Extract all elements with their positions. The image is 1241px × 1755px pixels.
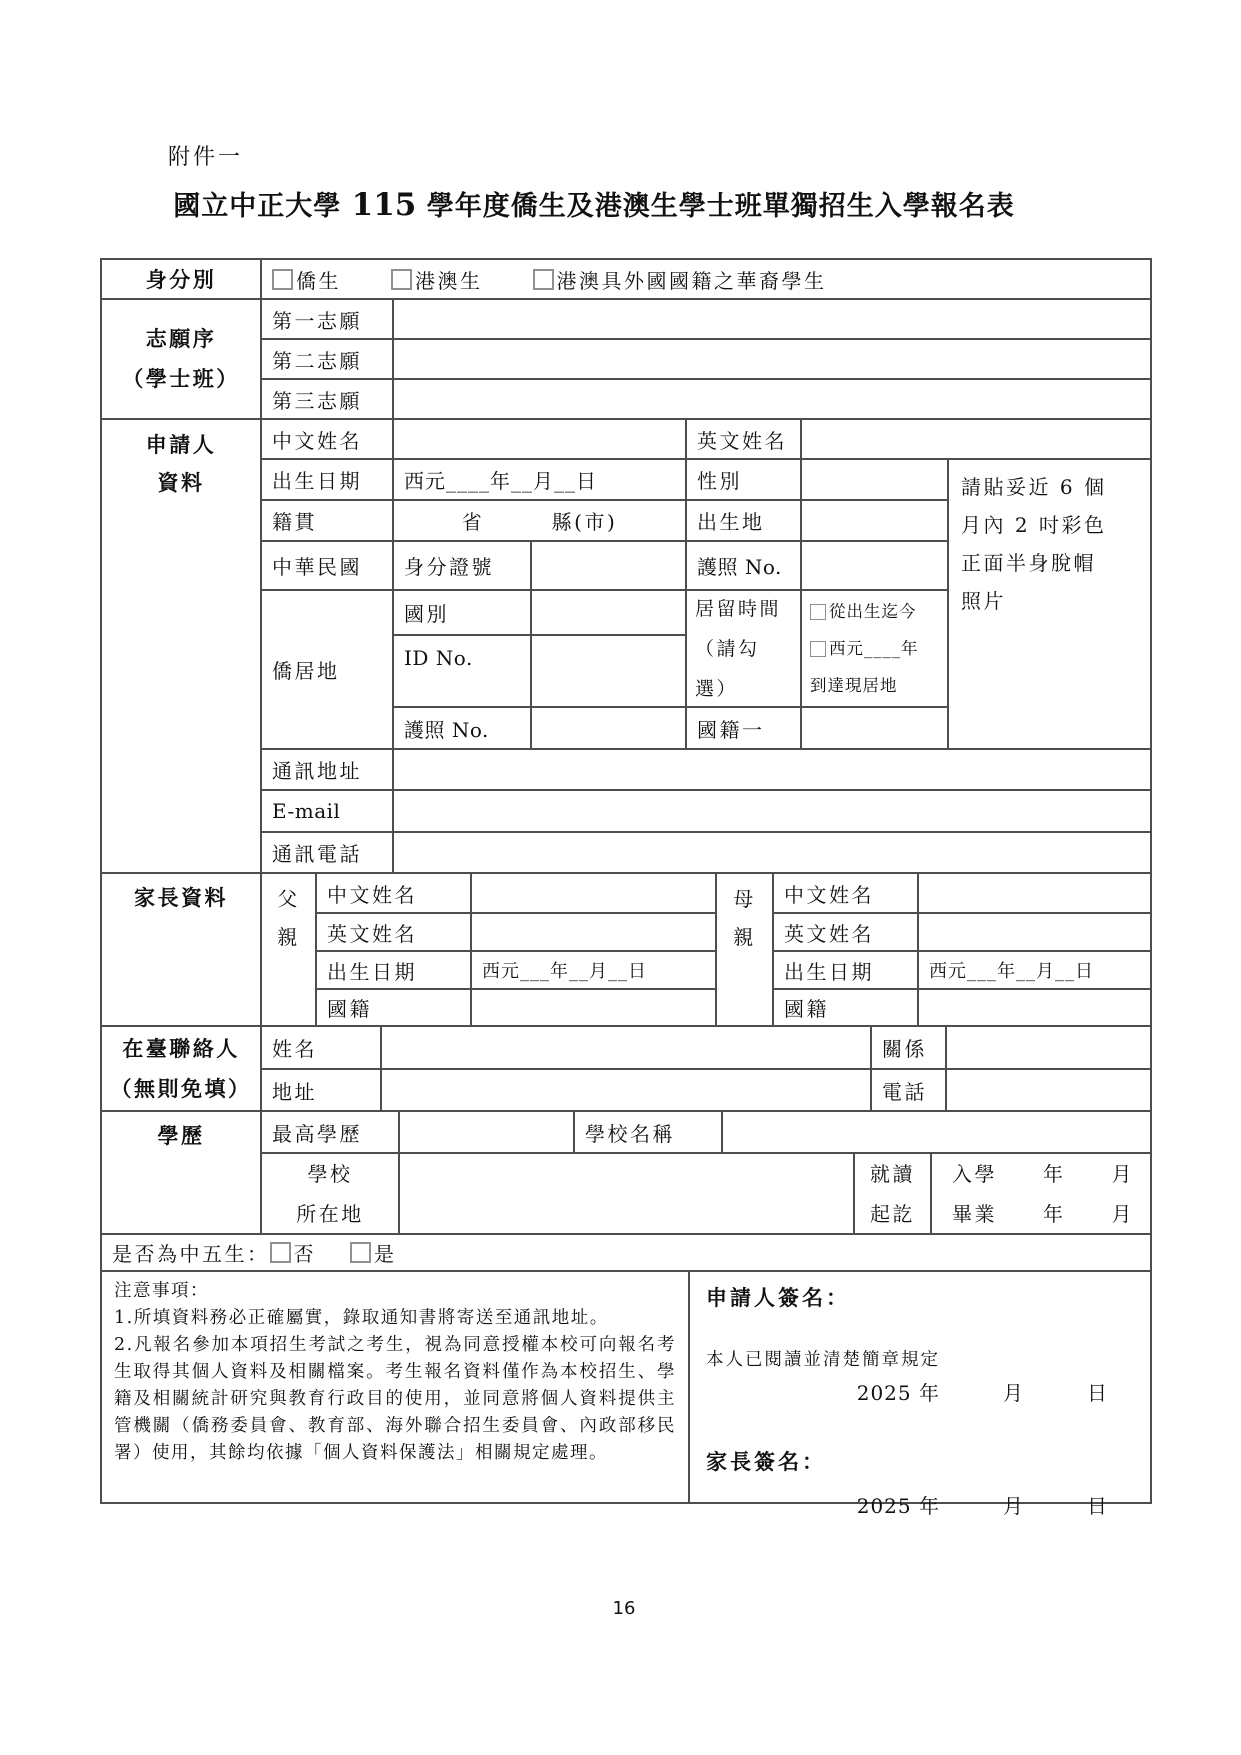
second-choice-input[interactable] <box>394 340 1150 380</box>
stay-duration-label <box>687 591 802 708</box>
title-prefix: 國立中正大學 <box>173 191 352 222</box>
second-choice-label: 第二志願 <box>262 340 394 380</box>
stay-duration-line1: 居留時間 <box>695 597 782 620</box>
identity-option-overseas <box>272 265 341 294</box>
since-birth-checkbox[interactable] <box>810 604 826 620</box>
applicant-english-name-label: 英文姓名 <box>687 420 802 460</box>
residence-idno-label: ID No. <box>394 636 532 708</box>
taiwan-contact-address-input[interactable] <box>382 1070 872 1112</box>
applicant-signature-label: 申請人簽名： <box>706 1285 850 1310</box>
form5-yes-checkbox[interactable] <box>350 1242 371 1263</box>
page-number: 16 <box>612 1598 636 1619</box>
taiwan-contact-relation-label: 關係 <box>872 1027 947 1070</box>
form5-option-no <box>270 1238 317 1267</box>
preference-label-line2: （學士班） <box>122 366 240 391</box>
highest-education-label: 最高學歷 <box>262 1112 400 1154</box>
roc-passport-input[interactable] <box>802 542 949 591</box>
school-name-label: 學校名稱 <box>575 1112 723 1154</box>
photo-line4: 照片 <box>961 589 1006 613</box>
taiwan-contact-label-line1: 在臺聯絡人 <box>122 1035 240 1061</box>
stay-option-since-year-suffix: 到達現居地 <box>810 676 898 695</box>
father-birth-date-label: 出生日期 <box>317 952 472 990</box>
birth-place-input[interactable] <box>802 501 949 542</box>
hkmacau-student-label: 港澳生 <box>415 268 483 293</box>
mother-nationality-label: 國籍 <box>774 990 919 1027</box>
applicant-label-line1: 申請人 <box>145 432 217 457</box>
father-chinese-name-input[interactable] <box>472 874 717 914</box>
identity-option-hkmacau <box>391 265 483 294</box>
enroll-date-row <box>932 1154 1150 1194</box>
education-section <box>102 1112 1150 1235</box>
attendance-period-label <box>855 1154 932 1235</box>
identity-option-foreign-nationality <box>533 265 827 294</box>
notes-item-2: 2.凡報名參加本項招生考試之考生，視為同意授權本校可向報名考生取得其個人資料及相關檔案。考生報名資料僅作為本校招生、學籍及相關統計研究與教育行政目的使用，並同意將個人資料提供主管機關（僑務委員會、教育部、海外聯合招生委員會、內政部移民署）使用，其餘均依據「個人資料保護法」相關規定處理。 <box>114 1335 676 1463</box>
hkmacau-student-checkbox[interactable] <box>391 269 412 290</box>
signature-cell <box>690 1272 1150 1518</box>
enroll-label: 入學 <box>952 1161 997 1186</box>
applicant-section-label <box>102 420 262 874</box>
taiwan-contact-name-input[interactable] <box>382 1027 872 1070</box>
attendance-dates[interactable] <box>932 1154 1150 1235</box>
school-name-input[interactable] <box>723 1112 1150 1154</box>
father-english-name-label: 英文姓名 <box>317 914 472 952</box>
residence-label: 僑居地 <box>262 591 394 750</box>
taiwan-contact-label <box>102 1027 262 1112</box>
first-choice-label: 第一志願 <box>262 300 394 340</box>
parents-section <box>102 874 1150 1027</box>
father-nationality-input[interactable] <box>472 990 717 1027</box>
form5-no-checkbox[interactable] <box>270 1242 291 1263</box>
father-nationality-label: 國籍 <box>317 990 472 1027</box>
applicant-label-line2: 資料 <box>157 470 205 495</box>
taiwan-contact-relation-input[interactable] <box>947 1027 1150 1070</box>
origin-label: 籍貫 <box>262 501 394 542</box>
form5-option-yes <box>350 1238 397 1267</box>
applicant-chinese-name-label: 中文姓名 <box>262 420 394 460</box>
application-form-table <box>100 258 1152 1518</box>
enroll-month-label: 月 <box>1111 1161 1134 1186</box>
identity-options <box>262 260 1150 300</box>
identity-section <box>102 260 1150 300</box>
residence-country-label: 國別 <box>394 591 532 636</box>
enroll-year-label: 年 <box>1043 1161 1066 1186</box>
highest-education-input[interactable] <box>400 1112 575 1154</box>
residence-idno-input[interactable] <box>532 636 687 708</box>
third-choice-input[interactable] <box>394 380 1150 420</box>
school-location-line2: 所在地 <box>296 1201 364 1226</box>
roc-passport-label: 護照 No. <box>687 542 802 591</box>
attendance-period-line1: 就讀 <box>870 1161 915 1186</box>
taiwan-contact-phone-label: 電話 <box>872 1070 947 1112</box>
roc-label: 中華民國 <box>262 542 394 591</box>
applicant-signature-date: 2025 年 月 日 <box>856 1381 1108 1405</box>
gender-input[interactable] <box>802 460 949 501</box>
notes-title: 注意事項： <box>114 1281 209 1301</box>
mailing-address-input[interactable] <box>394 750 1150 791</box>
notes-cell <box>102 1272 690 1502</box>
gender-label: 性別 <box>687 460 802 501</box>
contact-phone-input[interactable] <box>394 833 1150 874</box>
preference-label <box>102 300 262 420</box>
foreign-nationality-label: 港澳具外國國籍之華裔學生 <box>556 268 827 293</box>
mother-chinese-name-input[interactable] <box>919 874 1150 914</box>
school-location-line1: 學校 <box>307 1161 353 1186</box>
photo-instruction <box>949 460 1150 750</box>
stay-duration-options <box>802 591 949 708</box>
form5-row <box>102 1235 1150 1272</box>
father-label <box>262 874 317 1027</box>
preference-label-line1: 志願序 <box>145 326 217 351</box>
title-suffix: 學年度僑生及港澳生學士班單獨招生入學報名表 <box>416 191 1015 222</box>
applicant-english-name-input[interactable] <box>802 420 1150 460</box>
mother-chinese-name-label: 中文姓名 <box>774 874 919 914</box>
mother-nationality-input[interactable] <box>919 990 1150 1027</box>
mother-english-name-label: 英文姓名 <box>774 914 919 952</box>
school-location-label <box>262 1154 400 1235</box>
contact-phone-label: 通訊電話 <box>262 833 394 874</box>
photo-line1: 請貼妥近 6 個 <box>961 475 1107 499</box>
graduate-year-label: 年 <box>1043 1201 1066 1226</box>
taiwan-contact-label-line2: （無則免填） <box>110 1075 252 1101</box>
mother-label <box>717 874 774 1027</box>
notes-item-1: 1.所填資料務必正確屬實，錄取通知書將寄送至通訊地址。 <box>114 1308 609 1328</box>
residence-passport-label: 護照 No. <box>394 708 532 750</box>
father-chinese-name-label: 中文姓名 <box>317 874 472 914</box>
parents-section-label: 家長資料 <box>102 874 262 1027</box>
since-year-label: 西元____年 <box>829 639 919 658</box>
since-year-checkbox[interactable] <box>810 641 826 657</box>
roc-id-input[interactable] <box>532 542 687 591</box>
residence-passport-input[interactable] <box>532 708 687 750</box>
father-english-name-input[interactable] <box>472 914 717 952</box>
overseas-student-label: 僑生 <box>296 268 341 293</box>
residence-country-input[interactable] <box>532 591 687 636</box>
title-year-number: 115 <box>351 187 417 223</box>
graduate-label: 畢業 <box>952 1201 997 1226</box>
origin-input[interactable]: 省 縣(市) <box>394 501 687 542</box>
page-title <box>70 184 1118 223</box>
education-section-label: 學歷 <box>102 1112 262 1235</box>
taiwan-contact-address-label: 地址 <box>262 1070 382 1112</box>
photo-line2: 月內 2 吋彩色 <box>961 513 1107 537</box>
preference-section <box>102 300 1150 420</box>
stay-duration-line2: （請勾選） <box>695 637 760 700</box>
taiwan-contact-name-label: 姓名 <box>262 1027 382 1070</box>
third-choice-label: 第三志願 <box>262 380 394 420</box>
roc-id-label: 身分證號 <box>394 542 532 591</box>
email-label: E-mail <box>262 791 394 833</box>
form5-no-label: 否 <box>293 1242 316 1266</box>
notes-signature-section <box>102 1272 1150 1518</box>
birth-date-label: 出生日期 <box>262 460 394 501</box>
attendance-period-line2: 起訖 <box>870 1201 915 1226</box>
school-location-input[interactable] <box>400 1154 855 1235</box>
mother-english-name-input[interactable] <box>919 914 1150 952</box>
father-char1: 父 <box>277 887 300 911</box>
since-birth-label: 從出生迄今 <box>829 602 917 621</box>
stay-option-since-birth <box>810 593 917 630</box>
photo-line3: 正面半身脫帽 <box>961 551 1096 575</box>
father-birth-date-input[interactable]: 西元___年__月__日 <box>472 952 717 990</box>
identity-label: 身分別 <box>102 260 262 300</box>
applicant-section <box>102 420 1150 874</box>
mother-char1: 母 <box>733 887 756 911</box>
taiwan-contact-section <box>102 1027 1150 1112</box>
parent-signature-date: 2025 年 月 日 <box>856 1494 1108 1518</box>
signature-statement: 本人已閱讀並清楚簡章規定 <box>706 1350 940 1370</box>
applicant-chinese-name-input[interactable] <box>394 420 687 460</box>
form5-section <box>102 1235 1150 1272</box>
nationality-one-label: 國籍一 <box>687 708 802 750</box>
first-choice-input[interactable] <box>394 300 1150 340</box>
overseas-student-checkbox[interactable] <box>272 269 293 290</box>
form5-yes-label: 是 <box>374 1242 397 1266</box>
form5-question: 是否為中五生： <box>112 1242 270 1266</box>
mother-char2: 親 <box>733 925 756 949</box>
mailing-address-label: 通訊地址 <box>262 750 394 791</box>
nationality-one-input[interactable] <box>802 708 949 750</box>
attachment-label: 附件一 <box>168 145 244 170</box>
birth-place-label: 出生地 <box>687 501 802 542</box>
stay-option-since-year <box>810 630 919 667</box>
email-input[interactable] <box>394 791 1150 833</box>
taiwan-contact-phone-input[interactable] <box>947 1070 1150 1112</box>
mother-birth-date-label: 出生日期 <box>774 952 919 990</box>
parent-signature-label: 家長簽名： <box>706 1449 826 1474</box>
father-char2: 親 <box>277 925 300 949</box>
graduate-date-row <box>932 1194 1150 1234</box>
birth-date-input[interactable]: 西元____年__月__日 <box>394 460 687 501</box>
mother-birth-date-input[interactable]: 西元___年__月__日 <box>919 952 1150 990</box>
graduate-month-label: 月 <box>1111 1201 1134 1226</box>
foreign-nationality-checkbox[interactable] <box>533 269 554 290</box>
